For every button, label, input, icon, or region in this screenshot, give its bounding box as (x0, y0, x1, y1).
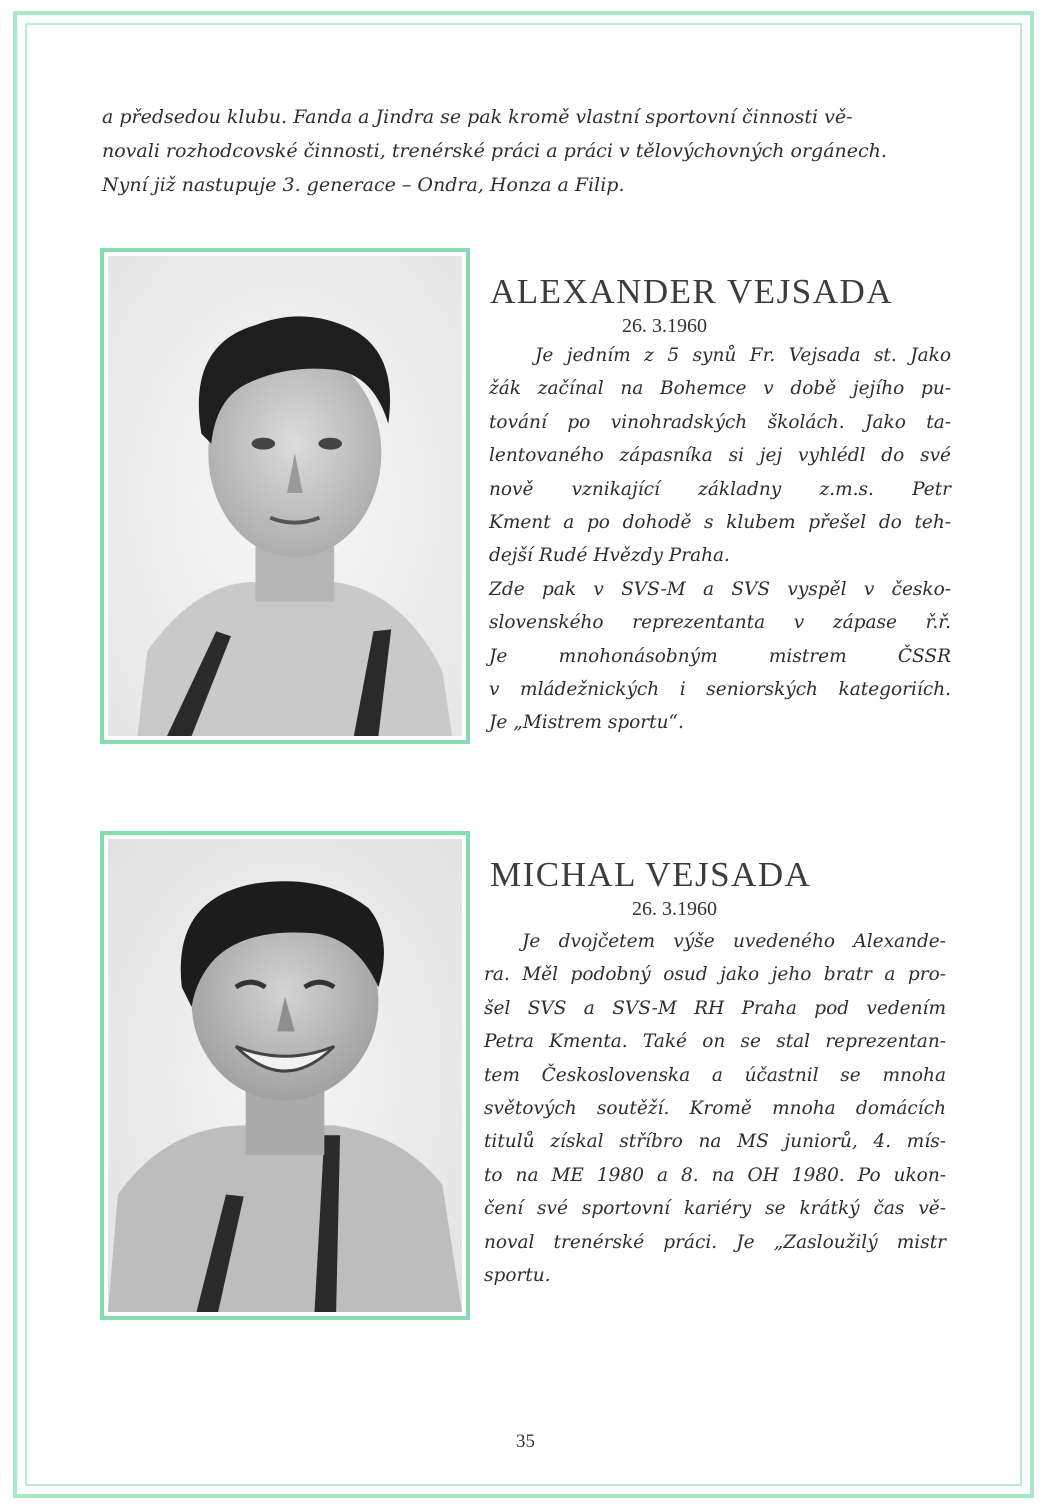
intro-line: novali rozhodcovské činnosti, trenérské práci a práci v tělovýchovných orgánech. (102, 140, 887, 162)
bio-line: v mládežnických i seniorských kategoriích. (489, 679, 951, 701)
bio-line: ra. Měl podobný osud jako jeho bratr a pro- (484, 964, 946, 986)
bio-line: slovenského reprezentanta v zápase ř.ř. (489, 612, 951, 634)
profile-bio (484, 925, 946, 1292)
alexander-photo (100, 248, 470, 744)
profile-name: ALEXANDER VEJSADA (490, 272, 894, 311)
bio-line: Je dvojčetem výše uvedeného Alexande- (522, 931, 946, 952)
portrait-illustration (108, 256, 462, 736)
bio-line: žák začínal na Bohemce v době jejího pu- (489, 378, 951, 400)
bio-line: světových soutěží. Kromě mnoha domácích (484, 1098, 946, 1120)
bio-line: Petra Kmenta. Také on se stal reprezentan- (484, 1031, 946, 1053)
bio-line: sportu. (484, 1265, 551, 1287)
portrait-illustration (108, 839, 462, 1312)
profile-bio (489, 339, 951, 740)
bio-line: Kment a po dohodě s klubem přešel do teh- (489, 512, 951, 534)
bio-line: to na ME 1980 a 8. na OH 1980. Po ukon- (484, 1164, 946, 1186)
page-number: 35 (516, 1431, 535, 1452)
bio-line: čení své sportovní kariéry se krátký čas vě- (484, 1198, 946, 1220)
bio-line: dejší Rudé Hvězdy Praha. (489, 545, 730, 567)
profile-birth-date: 26. 3.1960 (632, 898, 717, 920)
bio-line: Je mnohonásobným mistrem ČSSR (489, 645, 951, 667)
bio-line: nově vznikající základny z.m.s. Petr (489, 478, 951, 500)
profile-birth-date: 26. 3.1960 (622, 315, 707, 337)
bio-line: tování po vinohradských školách. Jako ta- (489, 411, 951, 433)
bio-line: Je „Mistrem sportu“. (489, 712, 684, 734)
intro-line: Nyní již nastupuje 3. generace – Ondra, Honza a Filip. (102, 174, 625, 196)
bio-line: šel SVS a SVS-M RH Praha pod vedením (484, 997, 946, 1019)
profile-name: MICHAL VEJSADA (490, 855, 812, 894)
bio-line: lentovaného zápasníka si jej vyhlédl do své (489, 445, 951, 467)
michal-photo (100, 831, 470, 1320)
bio-line: Zde pak v SVS-M a SVS vyspěl v česko- (489, 578, 951, 600)
intro-paragraph (102, 100, 948, 202)
bio-line: titulů získal stříbro na MS juniorů, 4. mís- (484, 1131, 946, 1153)
bio-line: tem Československa a účastnil se mnoha (484, 1064, 946, 1086)
bio-line: Je jedním z 5 synů Fr. Vejsada st. Jako (535, 345, 951, 366)
intro-line: a předsedou klubu. Fanda a Jindra se pak kromě vlastní sportovní činnosti vě- (102, 106, 853, 128)
bio-line: noval trenérské práci. Je „Zasloužilý mistr (484, 1231, 946, 1253)
